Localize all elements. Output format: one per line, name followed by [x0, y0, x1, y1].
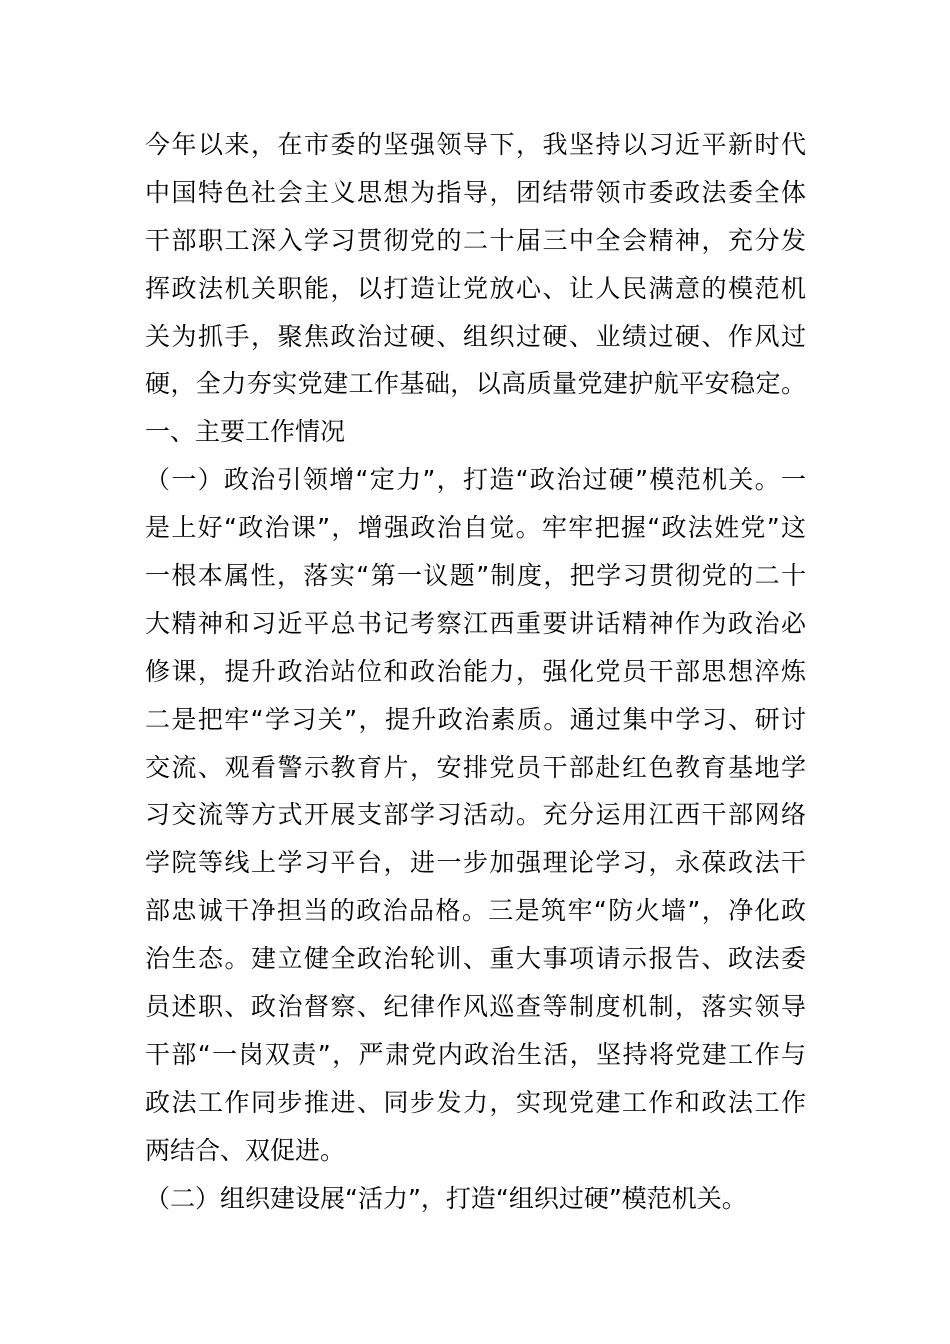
- paragraph-line: 学院等线上学习平台，进一步加强理论学习，永葆政法干: [145, 848, 806, 878]
- paragraph-line: 挥政法机关职能，以打造让党放心、让人民满意的模范机: [145, 273, 806, 303]
- paragraph-line: 修课，提升政治站位和政治能力，强化党员干部思想淬炼: [145, 656, 806, 686]
- paragraph-line: 员述职、政治督察、纪律作风巡查等制度机制，落实领导: [145, 992, 806, 1022]
- paragraph-line: 中国特色社会主义思想为指导，团结带领市委政法委全体: [145, 177, 806, 207]
- paragraph-line: 干部职工深入学习贯彻党的二十届三中全会精神，充分发: [145, 225, 806, 255]
- paragraph-line: 两结合、双促进。: [145, 1135, 346, 1165]
- paragraph-line: 部忠诚干净担当的政治品格。三是筑牢“防火墙”，净化政: [145, 896, 806, 926]
- paragraph-line: 干部“一岗双责”，严肃党内政治生活，坚持将党建工作与: [145, 1039, 806, 1069]
- paragraph-line: 硬，全力夯实党建工作基础，以高质量党建护航平安稳定。: [145, 369, 806, 399]
- subsection-heading: （二）组织建设展“活力”，打造“组织过硬”模范机关。: [145, 1183, 747, 1213]
- paragraph-line: 治生态。建立健全政治轮训、重大事项请示报告、政法委: [145, 944, 806, 974]
- paragraph-line: 大精神和习近平总书记考察江西重要讲话精神作为政治必: [145, 608, 806, 638]
- paragraph-line: 今年以来，在市委的坚强领导下，我坚持以习近平新时代: [145, 130, 806, 159]
- paragraph-line: 交流、观看警示教育片，安排党员干部赴红色教育基地学: [145, 752, 806, 782]
- paragraph-line: 政法工作同步推进、同步发力，实现党建工作和政法工作: [145, 1087, 806, 1117]
- section-heading: 一、主要工作情况: [145, 417, 346, 447]
- subsection-heading-line: （一）政治引领增“定力”，打造“政治过硬”模范机关。一: [145, 465, 806, 495]
- document-page: [145, 121, 806, 1222]
- paragraph-line: 是上好“政治课”，增强政治自觉。牢牢把握“政法姓党”这: [145, 513, 806, 543]
- paragraph-line: 习交流等方式开展支部学习活动。充分运用江西干部网络: [145, 800, 806, 830]
- paragraph-line: 一根本属性，落实“第一议题”制度，把学习贯彻党的二十: [145, 561, 806, 591]
- paragraph-line: 二是把牢“学习关”，提升政治素质。通过集中学习、研讨: [145, 704, 806, 734]
- paragraph-line: 关为抓手，聚焦政治过硬、组织过硬、业绩过硬、作风过: [145, 321, 806, 351]
